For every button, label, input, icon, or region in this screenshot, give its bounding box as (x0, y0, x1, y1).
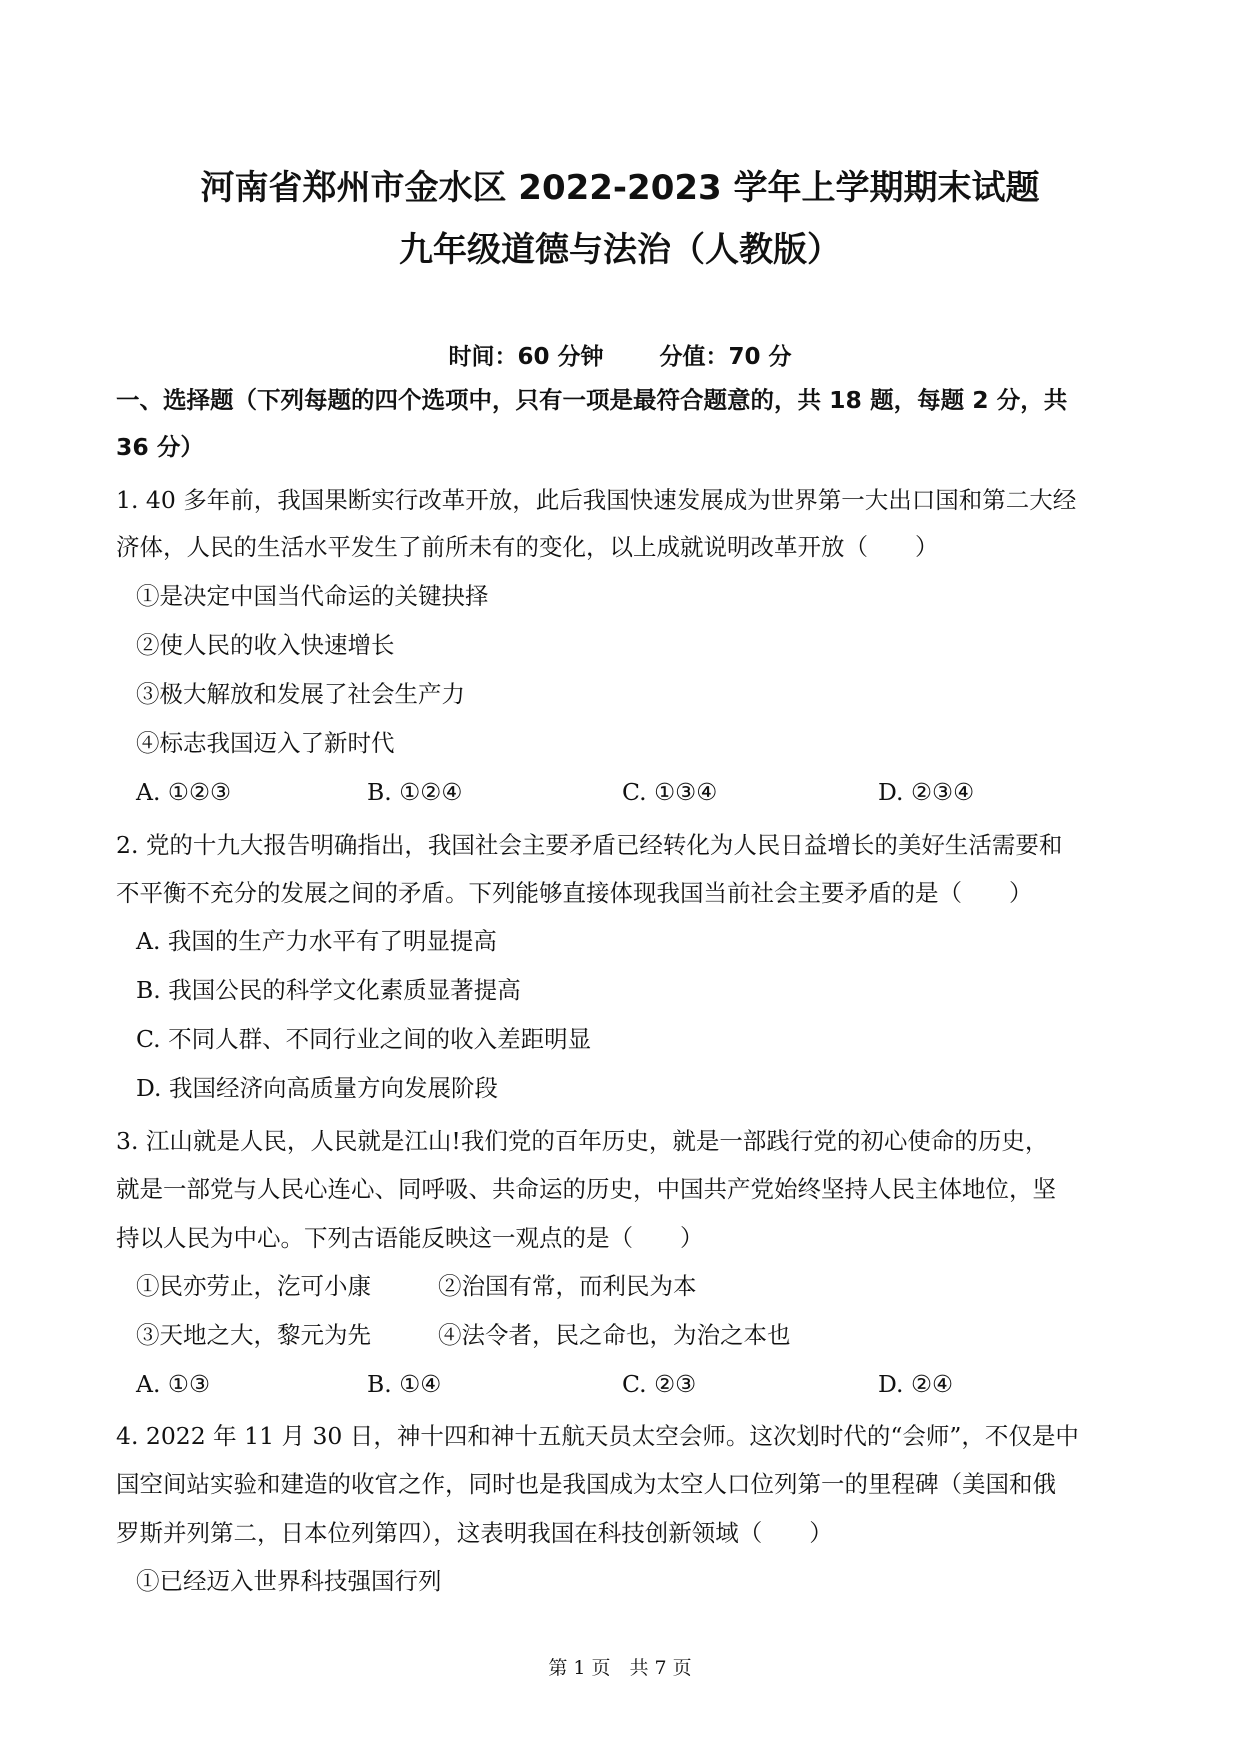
question-3-stem: 3. 江山就是人民，人民就是江山!我们党的百年历史，就是一部践行党的初心使命的历史， (116, 1127, 1049, 1155)
question-2-stem: 2. 党的十九大报告明确指出，我国社会主要矛盾已经转化为人民日益增长的美好生活需要和 (116, 831, 1063, 859)
question-1-item: ④标志我国迈入了新时代 (136, 729, 395, 757)
question-3-option-b: B. ①④ (367, 1370, 442, 1398)
question-4-stem-cont: 国空间站实验和建造的收官之作，同时也是我国成为太空人口位列第一的里程碑（美国和俄 (116, 1470, 1056, 1498)
exam-time: 时间：60 分钟 (448, 344, 604, 370)
question-2-option-d: D. 我国经济向高质量方向发展阶段 (136, 1074, 498, 1102)
exam-score: 分值：70 分 (659, 344, 792, 370)
section-heading: 一、选择题（下列每题的四个选项中，只有一项是最符合题意的，共 18 题，每题 2 分，共 (116, 386, 1068, 414)
question-4-item: ①已经迈入世界科技强国行列 (136, 1567, 442, 1595)
question-2-option-c: C. 不同人群、不同行业之间的收入差距明显 (136, 1025, 592, 1053)
question-1-item: ②使人民的收入快速增长 (136, 631, 395, 659)
question-1-option-c: C. ①③④ (622, 778, 718, 806)
question-3-stem-cont: 持以人民为中心。下列古语能反映这一观点的是（ ） (116, 1224, 704, 1252)
question-1-item: ①是决定中国当代命运的关键抉择 (136, 582, 489, 610)
question-1-stem: 1. 40 多年前，我国果断实行改革开放，此后我国快速发展成为世界第一大出口国和第二大经 (116, 486, 1077, 514)
question-4-stem-cont: 罗斯并列第二，日本位列第四），这表明我国在科技创新领域（ ） (116, 1519, 833, 1547)
question-3-option-d: D. ②④ (878, 1370, 954, 1398)
question-1-item: ③极大解放和发展了社会生产力 (136, 680, 465, 708)
exam-title: 河南省郑州市金水区 2022-2023 学年上学期期末试题 (200, 168, 1040, 208)
question-1-option-a: A. ①②③ (136, 778, 232, 806)
exam-subtitle: 九年级道德与法治（人教版） (399, 230, 841, 270)
question-2-stem-cont: 不平衡不充分的发展之间的矛盾。下列能够直接体现我国当前社会主要矛盾的是（ ） (116, 879, 1033, 907)
question-3-option-a: A. ①③ (136, 1370, 211, 1398)
question-3-item: ②治国有常，而利民为本 (438, 1272, 697, 1300)
question-1-option-d: D. ②③④ (878, 778, 975, 806)
question-3-item: ③天地之大，黎元为先 (136, 1321, 371, 1349)
question-3-option-c: C. ②③ (622, 1370, 697, 1398)
question-3-item: ①民亦劳止，汔可小康 (136, 1272, 371, 1300)
question-2-option-b: B. 我国公民的科学文化素质显著提高 (136, 976, 521, 1004)
question-2-option-a: A. 我国的生产力水平有了明显提高 (136, 927, 497, 955)
page-number: 第 1 页 共 7 页 (548, 1657, 692, 1679)
question-4-stem: 4. 2022 年 11 月 30 日，神十四和神十五航天员太空会师。这次划时代的“会师”，不仅是中 (116, 1422, 1079, 1450)
question-3-stem-cont: 就是一部党与人民心连心、同呼吸、共命运的历史，中国共产党始终坚持人民主体地位，坚 (116, 1175, 1056, 1203)
question-3-item: ④法令者，民之命也，为治之本也 (438, 1321, 791, 1349)
question-1-option-b: B. ①②④ (367, 778, 463, 806)
question-1-stem-cont: 济体，人民的生活水平发生了前所未有的变化，以上成就说明改革开放（ ） (116, 533, 939, 561)
section-heading-cont: 36 分） (116, 433, 204, 461)
exam-meta (0, 338, 1240, 371)
